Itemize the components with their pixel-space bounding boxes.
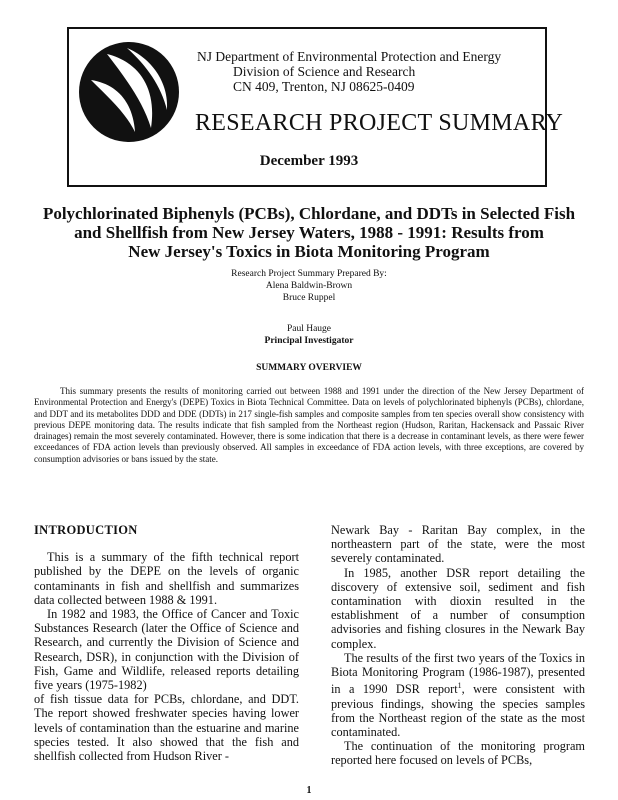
document-title-line: and Shellfish from New Jersey Waters, 1988 - 1991: Results from (74, 223, 544, 242)
document-title (40, 204, 578, 261)
page-number: 1 (306, 785, 312, 796)
right-column (331, 523, 585, 768)
author-name: Bruce Ruppel (282, 293, 336, 303)
publication-date: December 1993 (259, 153, 359, 169)
prepared-by-block (0, 268, 618, 304)
body-paragraph: This is a summary of the fifth technical report published by the DEPE on the levels of organic contaminants in fish and shellfish and summarizes data collected between 1988 & 1991. (34, 550, 299, 607)
investigator-role: Principal Investigator (264, 336, 354, 346)
report-type-title: RESEARCH PROJECT SUMMARY (195, 110, 564, 136)
investigator-block (0, 323, 618, 347)
body-text: , were consistent with previous findings, showing the species samples from the Northeast region of the state as the most contaminated. (331, 682, 586, 739)
agency-block (197, 49, 501, 94)
document-title-line: New Jersey's Toxics in Biota Monitoring Program (128, 242, 490, 261)
body-paragraph: The continuation of the monitoring program reported here focused on levels of PCBs, (331, 739, 585, 768)
department-logo-icon (77, 40, 181, 144)
division-name: Division of Science and Research (233, 64, 416, 79)
body-paragraph (331, 651, 585, 739)
agency-address: CN 409, Trenton, NJ 08625-0409 (233, 79, 415, 94)
body-paragraph: In 1985, another DSR report detailing the discovery of extensive soil, sediment and fish contamination with dioxin resulted in the establishment of a number of consumption advisories and fishing closures in the Newark Bay complex. (331, 565, 585, 651)
summary-paragraph: This summary presents the results of monitoring carried out between 1988 and 1991 under the direction of the New Jersey Department of Environmental Protection and Energy's (DEPE) Toxics in Biota Technical Committee. Data on levels of polychlorinated biphenyls (PCBs), chlordane, and DDT and its metabolites DDD and DDE (DDTs) in 217 single-fish samples and composite samples from ten species overall show consistency with previous DEPE monitoring data. The results indicate that fish sampled from the Northeast region (Hudson, Raritan, Hackensack and Passaic River drainages) remain the most severely contaminated. However, there is some indication that there is a decrease in contaminant levels, as there were fewer exceedances of FDA action levels than previously observed. All samples in exceedance of FDA action levels, with three exceptions, are covered by consumption advisories or bans issued by the state. (34, 386, 584, 464)
body-paragraph-continued: Newark Bay - Raritan Bay complex, in the northeastern part of the state, were the most severely contaminated. (331, 523, 585, 566)
footnote-marker: 1 (457, 681, 462, 691)
introduction-heading: INTRODUCTION (34, 523, 138, 537)
body-paragraph: In 1982 and 1983, the Office of Cancer and Toxic Substances Research (later the Office of Science and Research, and currently the Division of Science and Research, DSR), in conjunction with the Division of Fish, Game and Wildlife, released reports detailing five years (1975-1982) (34, 607, 299, 693)
left-column (34, 523, 299, 763)
body-paragraph-continued: of fish tissue data for PCBs, chlordane, and DDT. The report showed freshwater species having lower levels of contamination than the estuarine and marine species tested. It also showed that the fish and shellfish collected from Hudson River - (34, 692, 299, 764)
prepared-by-label: Research Project Summary Prepared By: (231, 269, 387, 279)
body-text: The results of the first two years of the Toxics in Biota Monitoring Program (1986-1987), presented in a 1990 DSR report (331, 650, 585, 697)
agency-name: NJ Department of Environmental Protection and Energy (197, 49, 502, 64)
author-name: Alena Baldwin-Brown (265, 281, 353, 291)
summary-heading: SUMMARY OVERVIEW (256, 363, 362, 373)
document-title-line: Polychlorinated Biphenyls (PCBs), Chlordane, and DDTs in Selected Fish (42, 204, 576, 223)
investigator-name: Paul Hauge (286, 324, 332, 334)
